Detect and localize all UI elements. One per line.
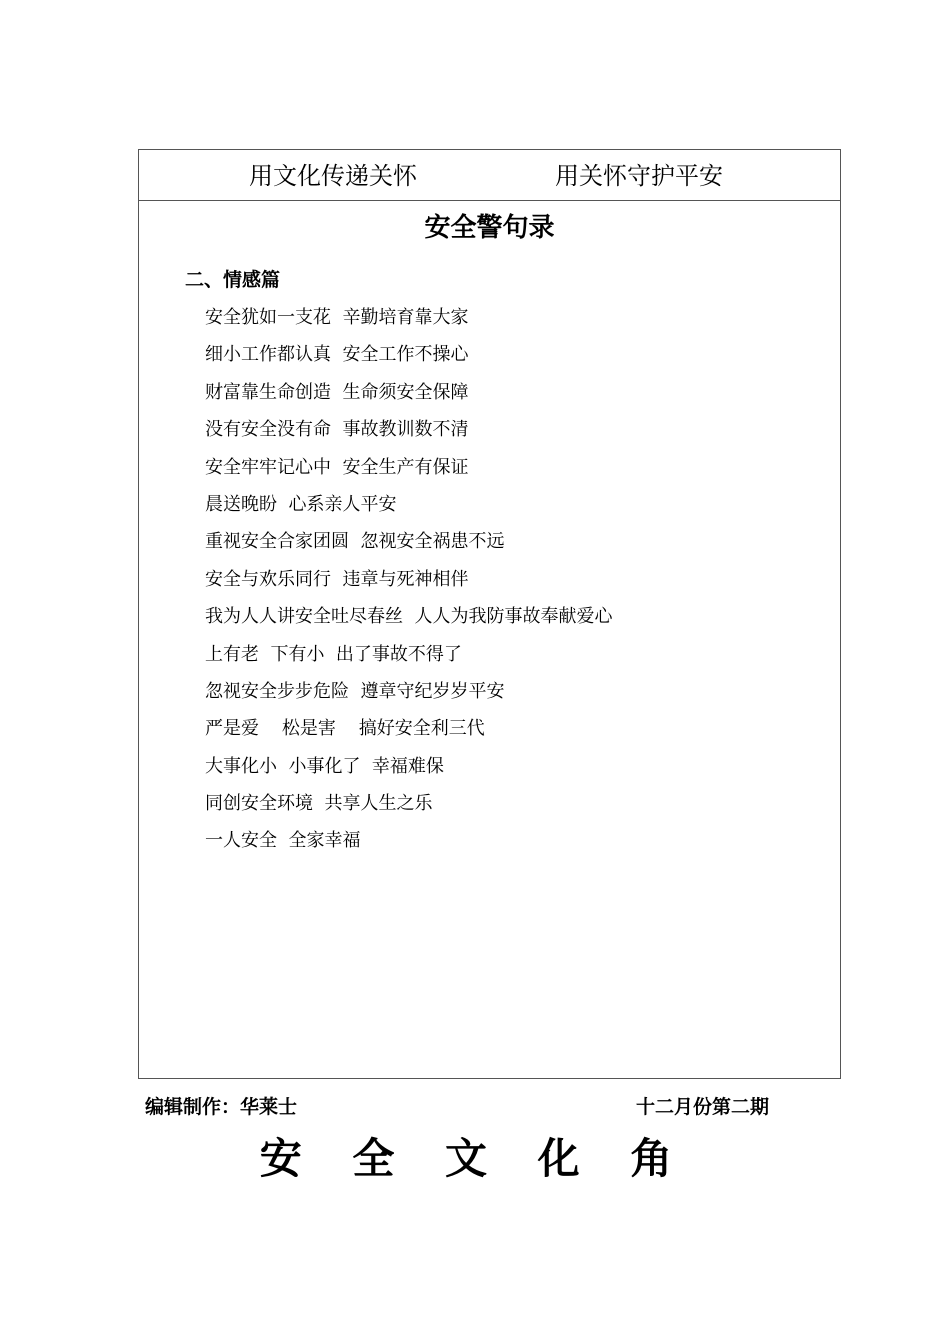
section-heading: 二、情感篇 <box>185 269 281 291</box>
slogan-item: 大事化小 小事化了 幸福难保 <box>205 755 444 777</box>
slogan-item: 严是爱 松是害 搞好安全利三代 <box>205 718 485 740</box>
slogan-item: 上有老 下有小 出了事故不得了 <box>205 643 462 665</box>
content-frame <box>138 149 841 1079</box>
slogan-item: 重视安全合家团圆 忽视安全祸患不远 <box>205 531 505 553</box>
slogan-item: 我为人人讲安全吐尽春丝 人人为我防事故奉献爱心 <box>205 606 613 628</box>
document-title: 安全警句录 <box>424 213 555 243</box>
header-row <box>139 150 840 201</box>
header-right-motto: 用关怀守护平安 <box>555 162 723 190</box>
banner-title: 安 全 文 化 角 <box>259 1134 691 1183</box>
header-left-motto: 用文化传递关怀 <box>249 162 417 190</box>
slogan-item: 安全与欢乐同行 违章与死神相伴 <box>205 568 469 590</box>
slogan-item: 安全犹如一支花 辛勤培育靠大家 <box>205 307 469 328</box>
slogan-item: 一人安全 全家幸福 <box>205 830 361 852</box>
slogan-item: 忽视安全步步危险 遵章守纪岁岁平安 <box>205 680 505 702</box>
slogan-item: 安全牢牢记心中 安全生产有保证 <box>205 456 469 478</box>
slogan-list <box>205 303 612 864</box>
footer-issue: 十二月份第二期 <box>636 1096 770 1118</box>
slogan-item: 晨送晚盼 心系亲人平安 <box>205 493 397 515</box>
slogan-item: 财富靠生命创造 生命须安全保障 <box>205 381 469 403</box>
slogan-item: 没有安全没有命 事故教训数不清 <box>205 419 469 441</box>
slogan-item: 细小工作都认真 安全工作不操心 <box>205 344 469 366</box>
slogan-item: 同创安全环境 共享人生之乐 <box>205 793 433 815</box>
footer-editor: 编辑制作：华莱士 <box>145 1096 298 1118</box>
